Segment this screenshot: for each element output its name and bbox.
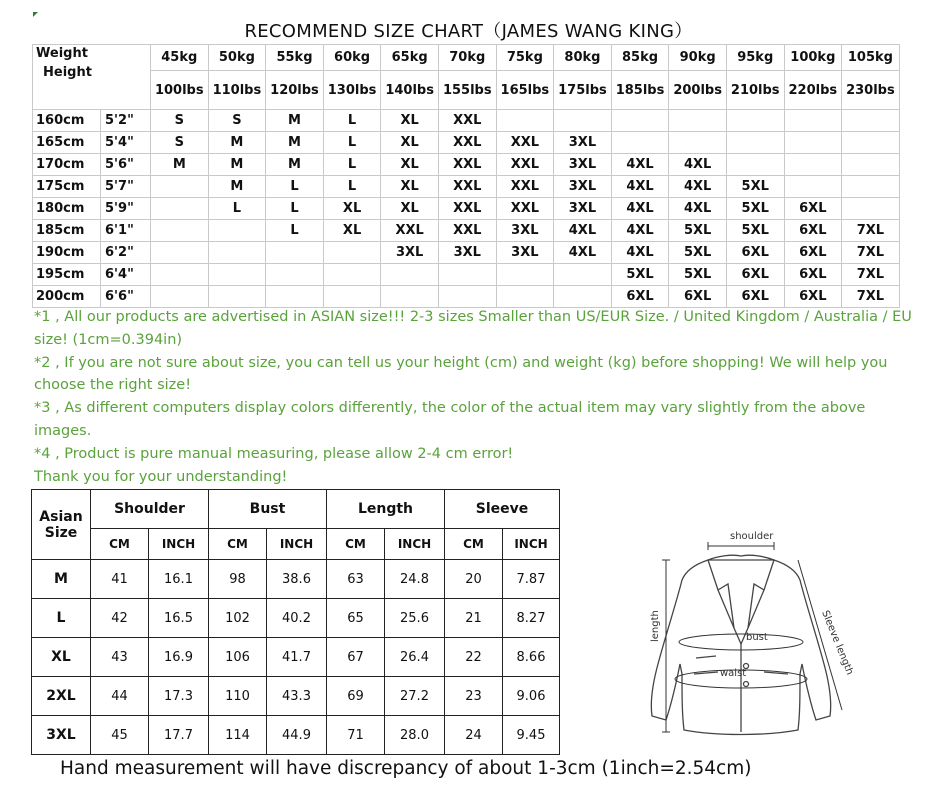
height-cm: 175cm [33,176,101,198]
size-cell: 7XL [842,286,900,308]
height-cm: 165cm [33,132,101,154]
measure-value: 17.3 [149,677,209,716]
size-cell: 4XL [611,154,669,176]
note-thanks: Thank you for your understanding! [34,468,288,485]
measure-value: 69 [327,677,385,716]
jacket-collar [708,555,774,644]
measure-value: 41.7 [267,638,327,677]
size-row [33,286,900,308]
weight-kg-header: 55kg [266,45,324,71]
weight-lbs-header: 185lbs [611,71,669,110]
measure-size: M [32,560,91,599]
size-cell: XXL [496,154,554,176]
size-cell [323,286,381,308]
size-cell: XXL [496,176,554,198]
weight-lbs-header: 100lbs [151,71,209,110]
height-ft: 6'2" [101,242,151,264]
size-cell [842,198,900,220]
size-cell: 5XL [726,176,784,198]
measure-value: 67 [327,638,385,677]
size-cell: XL [323,198,381,220]
weight-kg-header: 95kg [726,45,784,71]
measurement-table [31,489,560,755]
size-cell [266,286,324,308]
size-cell: 4XL [611,198,669,220]
size-cell: 5XL [669,242,727,264]
size-cell: 5XL [726,220,784,242]
label-sleeve-length: Sleeve length [819,609,856,677]
size-cell [151,176,209,198]
weight-kg-header: 90kg [669,45,727,71]
note-3: *3 , As different computers display colors differently, the color of the actual item may vary slightly from the above images. [34,400,866,439]
size-cell: 4XL [611,242,669,264]
unit-cm-header: CM [209,529,267,560]
size-cell [842,132,900,154]
size-cell [438,264,496,286]
chart-title: RECOMMEND SIZE CHART（JAMES WANG KING） [244,21,693,42]
size-cell: S [208,110,266,132]
measure-value: 28.0 [385,716,445,755]
size-cell: 3XL [554,154,612,176]
height-ft: 5'9" [101,198,151,220]
measure-value: 98 [209,560,267,599]
size-cell: XL [381,132,439,154]
size-cell [208,264,266,286]
size-cell: M [266,132,324,154]
size-cell [842,154,900,176]
size-cell [151,220,209,242]
height-ft: 5'6" [101,154,151,176]
size-cell [784,176,842,198]
size-cell: L [266,220,324,242]
weight-lbs-header: 210lbs [726,71,784,110]
measure-value: 22 [445,638,503,677]
size-cell [381,286,439,308]
measure-value: 16.9 [149,638,209,677]
measure-value: 43 [91,638,149,677]
height-ft: 6'4" [101,264,151,286]
note-1: *1 , All our products are advertised in ASIAN size!!! 2-3 sizes Smaller than US/EUR Size. / United Kingdom / Australia / EU size! (1cm=0.394in) [34,309,912,348]
size-cell: 7XL [842,242,900,264]
size-cell [554,264,612,286]
measure-value: 7.87 [503,560,560,599]
size-cell: XXL [438,198,496,220]
size-cell: 7XL [842,264,900,286]
unit-inch-header: INCH [503,529,560,560]
weight-kg-header: 70kg [438,45,496,71]
measure-value: 21 [445,599,503,638]
measure-size: 2XL [32,677,91,716]
size-cell [323,242,381,264]
measure-value: 45 [91,716,149,755]
measure-value: 9.45 [503,716,560,755]
size-cell [842,176,900,198]
measure-size: L [32,599,91,638]
size-cell [554,286,612,308]
measure-value: 44 [91,677,149,716]
measure-value: 24.8 [385,560,445,599]
size-cell [266,264,324,286]
size-cell: 3XL [496,242,554,264]
measure-row [32,560,560,599]
size-cell: S [151,132,209,154]
size-cell [842,110,900,132]
size-cell: XXL [438,220,496,242]
size-cell: M [151,154,209,176]
weight-kg-header: 60kg [323,45,381,71]
measure-value: 24 [445,716,503,755]
size-cell [151,242,209,264]
size-cell: L [266,198,324,220]
measure-value: 63 [327,560,385,599]
size-cell: 3XL [554,176,612,198]
size-cell: L [323,176,381,198]
unit-inch-header: INCH [267,529,327,560]
weight-lbs-header: 155lbs [438,71,496,110]
size-cell: 6XL [784,286,842,308]
size-cell: 5XL [669,220,727,242]
size-cell: M [266,154,324,176]
size-cell [784,132,842,154]
measure-value: 8.27 [503,599,560,638]
size-row [33,110,900,132]
size-cell [208,286,266,308]
note-2: *2 , If you are not sure about size, you can tell us your height (cm) and weight (kg) before shopping! We will help you choose the right size! [34,354,888,394]
size-cell: XL [381,176,439,198]
size-cell: L [208,198,266,220]
size-cell: 3XL [438,242,496,264]
size-cell [151,286,209,308]
height-cm: 200cm [33,286,101,308]
height-cm: 170cm [33,154,101,176]
measure-value: 43.3 [267,677,327,716]
measure-value: 41 [91,560,149,599]
measure-row [32,716,560,755]
size-cell: 5XL [669,264,727,286]
size-cell: 6XL [784,220,842,242]
size-cell: 3XL [554,132,612,154]
size-cell [208,220,266,242]
unit-inch-header: INCH [385,529,445,560]
size-cell: 4XL [611,176,669,198]
measure-value: 42 [91,599,149,638]
size-cell [323,264,381,286]
size-cell: 4XL [669,176,727,198]
size-cell: M [208,154,266,176]
size-cell [151,264,209,286]
size-row [33,220,900,242]
size-cell: 3XL [381,242,439,264]
size-row [33,132,900,154]
height-cm: 160cm [33,110,101,132]
weight-lbs-header: 130lbs [323,71,381,110]
measure-row [32,599,560,638]
measure-group-header: Sleeve [445,490,560,529]
weight-kg-header: 50kg [208,45,266,71]
size-cell [496,264,554,286]
asian-size-header: Asian Size [32,490,91,560]
measure-group-header: Shoulder [91,490,209,529]
size-cell [438,286,496,308]
size-cell: XXL [438,176,496,198]
size-cell: 3XL [554,198,612,220]
measure-value: 38.6 [267,560,327,599]
measure-value: 26.4 [385,638,445,677]
size-cell [151,198,209,220]
jacket-diagram [636,524,856,748]
measure-group-header: Bust [209,490,327,529]
height-ft: 6'6" [101,286,151,308]
measure-value: 16.1 [149,560,209,599]
size-cell [266,242,324,264]
size-cell: 4XL [669,198,727,220]
height-cm: 185cm [33,220,101,242]
size-cell: XXL [438,110,496,132]
size-cell: 4XL [554,220,612,242]
footer-note: Hand measurement will have discrepancy of about 1-3cm (1inch=2.54cm) [60,758,752,779]
size-cell [611,132,669,154]
size-cell: XXL [438,132,496,154]
size-cell: L [323,110,381,132]
weight-lbs-header: 165lbs [496,71,554,110]
measure-size: XL [32,638,91,677]
size-row [33,242,900,264]
measure-value: 25.6 [385,599,445,638]
measure-value: 110 [209,677,267,716]
height-label: Height [43,65,92,80]
measure-value: 106 [209,638,267,677]
height-ft: 5'7" [101,176,151,198]
note-4: *4 , Product is pure manual measuring, please allow 2-4 cm error! [34,445,514,462]
measure-value: 102 [209,599,267,638]
size-cell [208,242,266,264]
size-cell: L [323,154,381,176]
height-cm: 195cm [33,264,101,286]
measure-row [32,638,560,677]
weight-kg-header: 85kg [611,45,669,71]
weight-label: Weight [36,46,88,61]
size-cell: 6XL [726,286,784,308]
size-cell [726,110,784,132]
size-cell: XXL [381,220,439,242]
weight-kg-header: 65kg [381,45,439,71]
unit-cm-header: CM [91,529,149,560]
size-cell: M [208,176,266,198]
weight-kg-header: 105kg [842,45,900,71]
measure-value: 23 [445,677,503,716]
measure-group-header: Length [327,490,445,529]
measure-row [32,677,560,716]
weight-kg-header: 80kg [554,45,612,71]
size-cell: XL [323,220,381,242]
height-ft: 6'1" [101,220,151,242]
size-cell: 5XL [726,198,784,220]
size-cell: 5XL [611,264,669,286]
size-cell [784,154,842,176]
size-cell: 4XL [554,242,612,264]
size-cell: 6XL [784,264,842,286]
measure-value: 114 [209,716,267,755]
weight-lbs-header: 140lbs [381,71,439,110]
size-cell: 3XL [496,220,554,242]
measure-value: 8.66 [503,638,560,677]
size-cell: M [208,132,266,154]
weight-kg-header: 75kg [496,45,554,71]
size-cell: 6XL [784,198,842,220]
measure-value: 40.2 [267,599,327,638]
size-cell: 6XL [669,286,727,308]
size-row [33,198,900,220]
size-cell [496,286,554,308]
size-row [33,264,900,286]
size-cell: XL [381,154,439,176]
measure-size: 3XL [32,716,91,755]
weight-kg-header: 45kg [151,45,209,71]
weight-kg-header: 100kg [784,45,842,71]
measure-value: 27.2 [385,677,445,716]
size-cell: S [151,110,209,132]
unit-inch-header: INCH [149,529,209,560]
label-length: length [650,610,661,642]
size-cell: L [323,132,381,154]
measure-value: 9.06 [503,677,560,716]
height-ft: 5'2" [101,110,151,132]
size-cell: 6XL [726,264,784,286]
weight-lbs-header: 220lbs [784,71,842,110]
size-chart-table [32,44,900,308]
notes [34,306,914,488]
weight-lbs-header: 110lbs [208,71,266,110]
size-cell: L [266,176,324,198]
unit-cm-header: CM [445,529,503,560]
label-shoulder: shoulder [730,531,774,542]
size-cell: XXL [496,198,554,220]
size-cell: 6XL [784,242,842,264]
weight-height-header [33,45,151,110]
size-cell: XXL [496,132,554,154]
measure-value: 20 [445,560,503,599]
weight-lbs-header: 230lbs [842,71,900,110]
measure-value: 16.5 [149,599,209,638]
weight-lbs-header: 200lbs [669,71,727,110]
label-waist: waist [720,668,747,679]
size-cell [554,110,612,132]
size-cell: XL [381,198,439,220]
shoulder-guide [708,542,774,550]
size-row [33,154,900,176]
size-cell: XL [381,110,439,132]
size-cell: XXL [438,154,496,176]
size-cell [726,154,784,176]
height-cm: 180cm [33,198,101,220]
size-cell [669,110,727,132]
size-cell [611,110,669,132]
measure-value: 44.9 [267,716,327,755]
size-cell: 6XL [611,286,669,308]
size-cell [496,110,554,132]
size-cell [381,264,439,286]
size-cell [784,110,842,132]
size-cell: M [266,110,324,132]
weight-lbs-header: 120lbs [266,71,324,110]
size-cell [669,132,727,154]
size-cell: 4XL [611,220,669,242]
height-ft: 5'4" [101,132,151,154]
size-row [33,176,900,198]
size-cell: 7XL [842,220,900,242]
unit-cm-header: CM [327,529,385,560]
height-cm: 190cm [33,242,101,264]
measure-value: 71 [327,716,385,755]
label-bust: bust [746,632,768,643]
size-cell: 6XL [726,242,784,264]
size-cell: 4XL [669,154,727,176]
size-cell [726,132,784,154]
measure-value: 65 [327,599,385,638]
measure-value: 17.7 [149,716,209,755]
weight-lbs-header: 175lbs [554,71,612,110]
